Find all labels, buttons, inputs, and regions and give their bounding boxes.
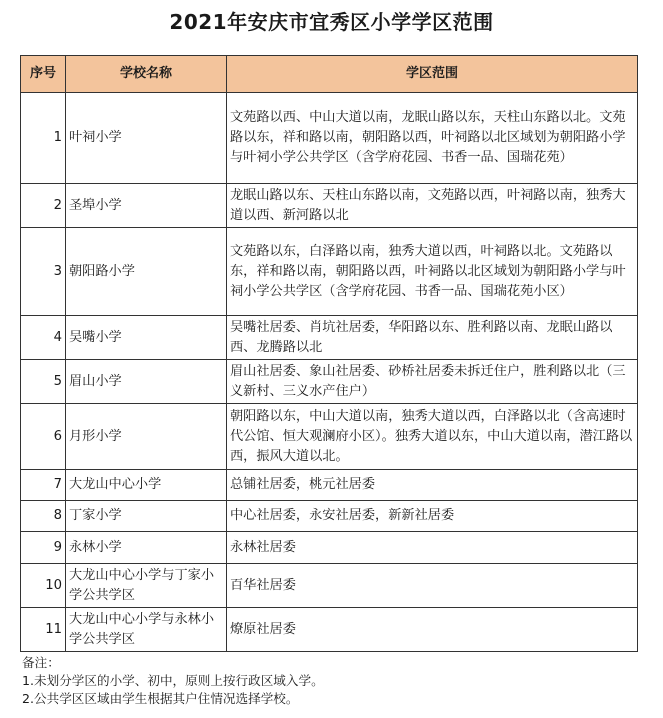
school-district-table bbox=[20, 55, 638, 652]
header-number: 序号 bbox=[21, 56, 66, 93]
row-number: 2 bbox=[21, 184, 66, 228]
school-name: 永林小学 bbox=[66, 532, 227, 564]
table-row bbox=[21, 316, 638, 360]
district-range: 总铺社居委，桃元社居委 bbox=[227, 470, 638, 501]
table-row bbox=[21, 360, 638, 404]
row-number: 8 bbox=[21, 501, 66, 532]
school-name: 眉山小学 bbox=[66, 360, 227, 404]
school-name: 叶祠小学 bbox=[66, 93, 227, 184]
table-row bbox=[21, 564, 638, 608]
table-row bbox=[21, 608, 638, 652]
note-item: 2.公共学区区域由学生根据其户住情况选择学校。 bbox=[22, 691, 299, 706]
notes-heading: 备注： bbox=[22, 655, 60, 670]
row-number: 1 bbox=[21, 93, 66, 184]
row-number: 6 bbox=[21, 404, 66, 470]
district-range: 朝阳路以东，中山大道以南，独秀大道以西，白泽路以北（含高速时代公馆、恒大观澜府小区）。独秀大道以东，中山大道以南，潜江路以西，振风大道以北。 bbox=[227, 404, 638, 470]
school-name: 丁家小学 bbox=[66, 501, 227, 532]
table-row bbox=[21, 184, 638, 228]
district-range: 燎原社居委 bbox=[227, 608, 638, 652]
note-item: 1.未划分学区的小学、初中，原则上按行政区域入学。 bbox=[22, 673, 324, 688]
district-range: 永林社居委 bbox=[227, 532, 638, 564]
district-range: 中心社居委，永安社居委，新新社居委 bbox=[227, 501, 638, 532]
district-range: 龙眠山路以东、天柱山东路以南，文苑路以西，叶祠路以南，独秀大道以西、新河路以北 bbox=[227, 184, 638, 228]
district-range: 文苑路以东，白泽路以南，独秀大道以西，叶祠路以北。文苑路以东，祥和路以南，朝阳路以西，叶祠路以北区域划为朝阳路小学与叶祠小学公共学区（含学府花园、书香一品、国瑞花苑小区） bbox=[227, 228, 638, 316]
row-number: 7 bbox=[21, 470, 66, 501]
table-header-row bbox=[21, 56, 638, 93]
page-title: 2021年安庆市宜秀区小学学区范围 bbox=[169, 10, 494, 34]
school-name: 大龙山中心小学与永林小学公共学区 bbox=[66, 608, 227, 652]
table-row bbox=[21, 404, 638, 470]
school-name: 圣埠小学 bbox=[66, 184, 227, 228]
district-range: 百华社居委 bbox=[227, 564, 638, 608]
header-district-range: 学区范围 bbox=[227, 56, 638, 93]
row-number: 4 bbox=[21, 316, 66, 360]
table-row bbox=[21, 532, 638, 564]
notes-section bbox=[22, 654, 324, 708]
school-name: 大龙山中心小学与丁家小学公共学区 bbox=[66, 564, 227, 608]
district-range: 眉山社居委、象山社居委、砂桥社居委未拆迁住户，胜利路以北（三义新村、三义水产住户） bbox=[227, 360, 638, 404]
district-range: 吴嘴社居委、肖坑社居委，华阳路以东、胜利路以南、龙眠山路以西、龙腾路以北 bbox=[227, 316, 638, 360]
header-school-name: 学校名称 bbox=[66, 56, 227, 93]
school-name: 月形小学 bbox=[66, 404, 227, 470]
row-number: 10 bbox=[21, 564, 66, 608]
district-range: 文苑路以西、中山大道以南，龙眠山路以东，天柱山东路以北。文苑路以东，祥和路以南，朝阳路以西，叶祠路以北区域划为朝阳路小学与叶祠小学公共学区（含学府花园、书香一品、国瑞花苑） bbox=[227, 93, 638, 184]
table-row bbox=[21, 228, 638, 316]
row-number: 5 bbox=[21, 360, 66, 404]
school-name: 朝阳路小学 bbox=[66, 228, 227, 316]
row-number: 3 bbox=[21, 228, 66, 316]
table-row bbox=[21, 93, 638, 184]
table-row bbox=[21, 501, 638, 532]
school-name: 大龙山中心小学 bbox=[66, 470, 227, 501]
row-number: 11 bbox=[21, 608, 66, 652]
school-name: 吴嘴小学 bbox=[66, 316, 227, 360]
table-row bbox=[21, 470, 638, 501]
row-number: 9 bbox=[21, 532, 66, 564]
